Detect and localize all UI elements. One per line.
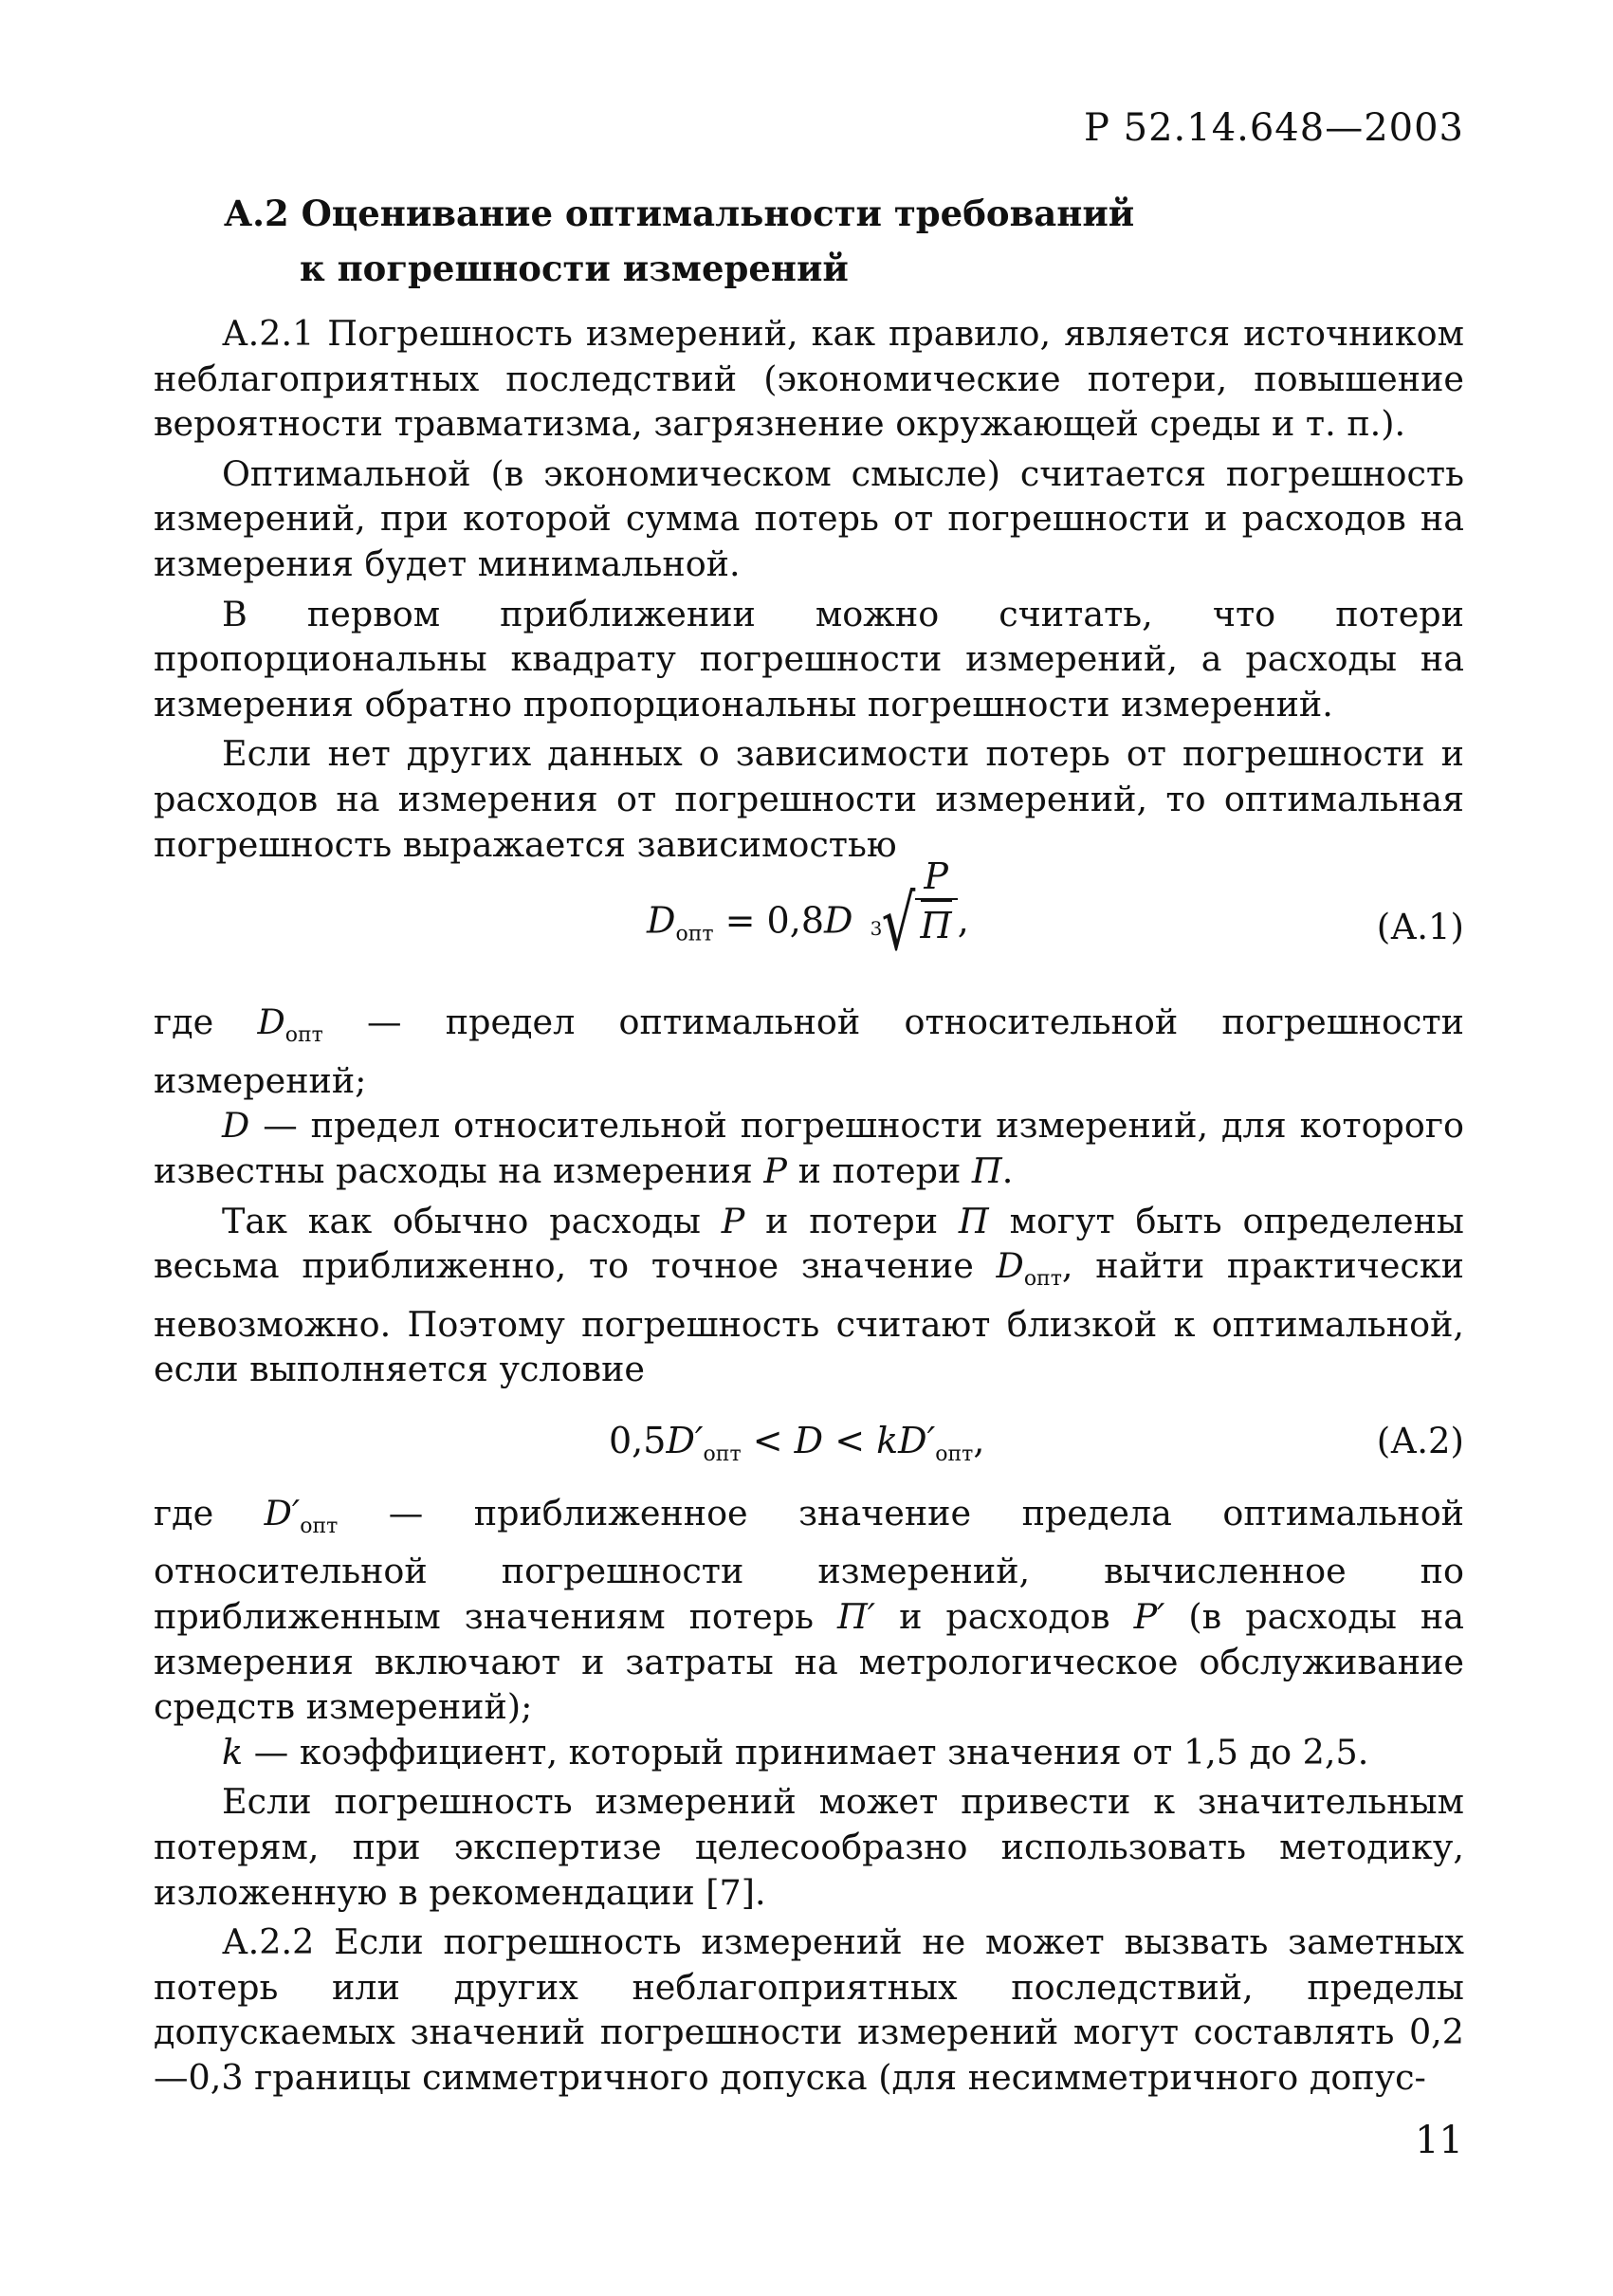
- where-dprime-prefix: где: [154, 1492, 265, 1534]
- fraction-denominator: П: [921, 900, 952, 949]
- p5-text-d: , найти практически невозможно. Поэтому погрешность считают близкой к оптимальной, если выполняется условие: [154, 1245, 1465, 1390]
- where-dprime-sub: опт: [300, 1514, 339, 1538]
- formula-a2-lt1: <: [741, 1419, 795, 1461]
- root-index: 3: [870, 917, 883, 941]
- formula-a2-sub2: опт: [935, 1442, 974, 1466]
- where-dprime-text3: (в расходы на измерения включают и затраты на метрологическое обслуживание средств измерений);: [154, 1596, 1464, 1728]
- where-dopt-var: D: [257, 1001, 285, 1043]
- paragraph-optimal: Оптимальной (в экономическом смысле) считается погрешность измерений, при которой сумма потерь от погрешности и расходов на измерения будет минимальной.: [154, 452, 1464, 584]
- formula-a2-trail: ,: [973, 1419, 985, 1461]
- section-heading: [224, 186, 1134, 296]
- where-dopt-sub: опт: [284, 1023, 323, 1048]
- where-d-var: D: [222, 1105, 250, 1147]
- paragraph-approximation: В первом приближении можно считать, что потери пропорциональны квадрату погрешности измерений, а расходы на измерения обратно пропорциональны погрешности измерений.: [154, 593, 1464, 725]
- formula-a2-expression: [609, 1419, 984, 1478]
- where-dprime-text2: и расходов: [875, 1596, 1134, 1638]
- formula-a2-k: k: [876, 1419, 899, 1461]
- where-dopt-prefix: где: [154, 1001, 258, 1043]
- p5-pi: П: [958, 1200, 989, 1241]
- formula-a2-var1: D′: [666, 1419, 704, 1461]
- p5-d: D: [996, 1245, 1024, 1287]
- where-d-text: — предел относительной погрешности измерений, для которого известны расходы на измерения: [154, 1105, 1464, 1191]
- formula-a2-label: (А.2): [1376, 1420, 1464, 1461]
- page-number: 11: [1415, 2119, 1463, 2162]
- formula-a1-rhs-var: D: [824, 899, 853, 942]
- radical-sign-icon: √: [881, 879, 915, 968]
- formula-a2-coef: 0,5: [609, 1419, 667, 1461]
- where-dopt-text: — предел оптимальной относительной погрешности измерений;: [154, 1001, 1464, 1101]
- p5-text-b: и потери: [744, 1200, 959, 1241]
- formula-a1: [154, 855, 1464, 1000]
- where-dprime-var: D′: [264, 1492, 301, 1534]
- document-body: [154, 311, 1464, 2101]
- where-d-p: Р: [763, 1149, 787, 1191]
- where-d: [154, 1103, 1464, 1193]
- fraction-numerator: P: [924, 855, 948, 898]
- where-d-end: .: [1001, 1149, 1014, 1191]
- formula-a2-var2: D′: [898, 1419, 936, 1461]
- where-dprime: [154, 1491, 1464, 1730]
- paragraph-condition: [154, 1199, 1464, 1392]
- where-dprime-pi: П′: [836, 1596, 876, 1638]
- formula-a2-sub1: опт: [703, 1442, 742, 1466]
- paragraph-a22: А.2.2 Если погрешность измерений не может вызвать заметных потерь или других неблагоприятных последствий, пределы допускаемых значений погрешности измерений могут составлять 0,2—0,3 границы симметричного допуска (для несимметричного допус-: [154, 1921, 1464, 2098]
- where-k-text: — коэффициент, который принимает значения от 1,5 до 2,5.: [243, 1731, 1369, 1773]
- formula-a1-lhs-var: D: [647, 899, 676, 942]
- p5-p: Р: [721, 1200, 745, 1241]
- section-heading-line2: к погрешности измерений: [300, 248, 849, 289]
- formula-a1-label: (А.1): [1376, 907, 1464, 948]
- where-d-text2: и потери: [786, 1149, 972, 1191]
- fraction: [915, 855, 958, 949]
- paragraph-dependency: Если нет других данных о зависимости потерь от погрешности и расходов на измерения от погрешности измерений, то оптимальная погрешность выражается зависимостью: [154, 733, 1464, 865]
- formula-a1-trail: ,: [957, 899, 969, 942]
- formula-a1-lhs-sub: опт: [675, 922, 714, 946]
- formula-a1-eq: = 0,8: [713, 899, 824, 942]
- formula-a2-mid: D: [794, 1419, 824, 1461]
- p5-sub: опт: [1023, 1267, 1062, 1292]
- paragraph-expertise: Если погрешность измерений может привести к значительным потерям, при экспертизе целесообразно использовать методику, изложенную в рекомендации [7].: [154, 1781, 1464, 1913]
- where-dprime-p: Р′: [1133, 1596, 1165, 1638]
- where-dopt: [154, 1000, 1464, 1103]
- formula-a1-expression: [647, 855, 969, 968]
- section-heading-line1: А.2 Оценивание оптимальности требований: [224, 193, 1135, 234]
- formula-a2-lt2: <: [823, 1419, 877, 1461]
- formula-a2: [154, 1392, 1464, 1491]
- where-d-pi: П: [971, 1149, 1002, 1191]
- document-code: Р 52.14.648—2003: [1084, 106, 1464, 150]
- where-k: [154, 1730, 1464, 1775]
- paragraph-a21: А.2.1 Погрешность измерений, как правило, является источником неблагоприятных последствий (экономические потери, повышение вероятности травматизма, загрязнение окружающей среды и т. п.).: [154, 313, 1464, 445]
- p5-text-a: Так как обычно расходы: [222, 1200, 722, 1241]
- p5-text-c: могут быть определены весьма приближенно, то точное значение: [154, 1200, 1464, 1287]
- where-k-var: k: [222, 1731, 244, 1773]
- where-dprime-text: — приближенное значение предела оптимальной относительной погрешности измерений, вычисленное по приближенным значениям потерь: [154, 1492, 1465, 1638]
